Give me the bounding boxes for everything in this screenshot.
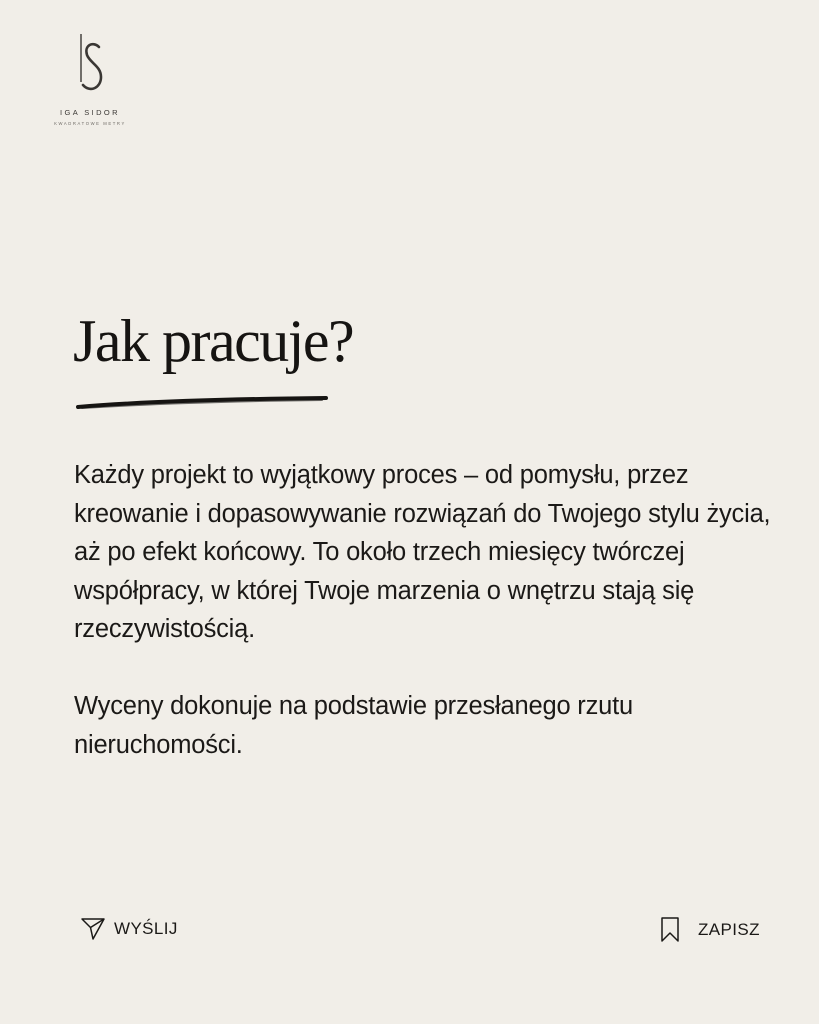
page-title: Jak pracuje? — [73, 308, 354, 374]
logo-name: IGA SIDOR — [60, 108, 120, 117]
send-button[interactable] — [80, 916, 178, 942]
description — [74, 456, 774, 764]
save-label: ZAPISZ — [698, 920, 760, 939]
logo-tagline: KWADRATOWE METRY — [54, 121, 126, 126]
brush-underline — [76, 394, 330, 412]
paper-plane-icon — [80, 916, 106, 942]
send-label: WYŚLIJ — [114, 919, 178, 938]
monogram-icon — [68, 30, 112, 98]
description-paragraph: Wyceny dokonuje na podstawie przesłanego rzutu nieruchomości. — [74, 692, 633, 759]
bookmark-icon — [660, 916, 680, 944]
save-button[interactable] — [660, 916, 760, 944]
description-paragraph: Każdy projekt to wyjątkowy proces – od pomysłu, przez kreowanie i dopasowywanie rozwiązań do Twojego stylu życia, aż po efekt końcowy. To około trzech miesięcy twórczej współpracy, w której Twoje marzenia o wnętrzu stają się rzeczywistością. — [74, 461, 771, 643]
brand-logo — [40, 30, 140, 126]
